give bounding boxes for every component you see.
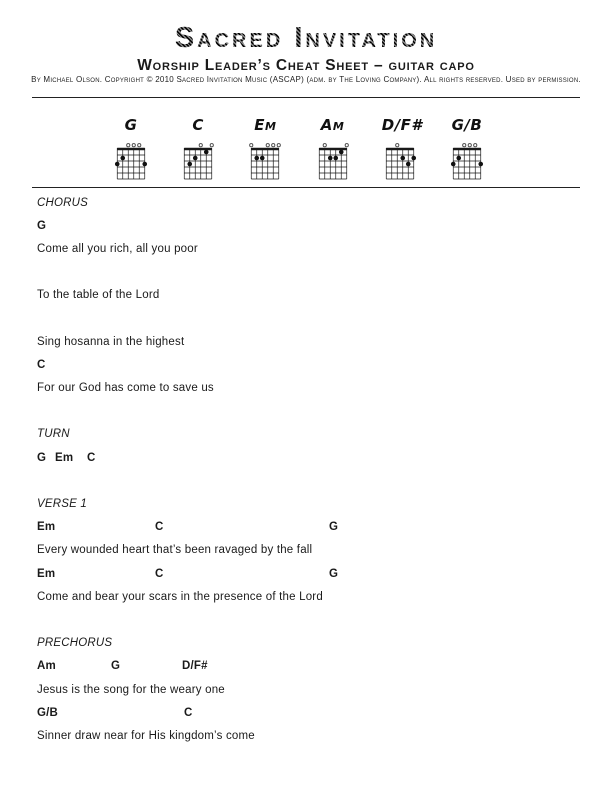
chord-line (37, 701, 612, 724)
section-heading-text: VERSE 1 (37, 498, 87, 511)
chord-symbol: G (37, 219, 47, 232)
section-heading-text: PRECHORUS (37, 637, 113, 650)
chord-symbol: G (329, 521, 339, 534)
spacer-line (37, 307, 612, 330)
chord-grid-icon (383, 142, 417, 182)
lyric-line (37, 678, 612, 701)
chord-diagram (113, 106, 149, 182)
page-subtitle: Worship Leader’s Cheat Sheet – guitar capo (137, 57, 475, 74)
chord-symbol: G/B (37, 706, 59, 719)
lyric-text: Jesus is the song for the weary one (37, 683, 225, 696)
chord-diagram (247, 106, 283, 182)
chord-name-label: Am (320, 116, 345, 134)
lyric-line (37, 330, 612, 353)
chord-name-label: D/F# (381, 116, 423, 134)
copyright-credit: By Michael Olson. Copyright © 2010 Sacred Invitation Music (ASCAP) (adm. by The Loving Company). All rights reserved. Used by permission. (31, 75, 581, 84)
chord-grid-icon (450, 142, 484, 182)
section-heading-text: CHORUS (37, 196, 89, 209)
section-heading (37, 423, 612, 446)
chord-grid-icon (316, 142, 350, 182)
chord-symbol: Em (55, 451, 74, 464)
chord-name-label: C (192, 116, 204, 134)
spacer-line (37, 400, 612, 423)
page-title: Sacred Invitation (0, 24, 612, 53)
lyric-text: Come and bear your scars in the presence of the Lord (37, 590, 323, 603)
chord-grid-icon (248, 142, 282, 182)
section-heading-text: TURN (37, 428, 70, 441)
chord-diagram-row (113, 106, 485, 182)
chord-grid-icon (114, 142, 148, 182)
chord-line (37, 562, 612, 585)
lyric-text: Sing hosanna in the highest (37, 335, 185, 348)
lyric-line (37, 539, 612, 562)
song-body (0, 191, 612, 748)
chord-symbol: C (155, 521, 164, 534)
chord-diagram (180, 106, 216, 182)
section-heading (37, 492, 612, 515)
spacer-line (37, 608, 612, 631)
chord-symbol: C (184, 706, 193, 719)
chord-line (37, 655, 612, 678)
lyric-text: To the table of the Lord (37, 289, 160, 302)
lyric-line (37, 724, 612, 747)
lyric-text: Sinner draw near for His kingdom’s come (37, 729, 255, 742)
lyric-text: Come all you rich, all you poor (37, 242, 198, 255)
spacer-line (37, 261, 612, 284)
chord-symbol: D/F# (182, 660, 208, 673)
chord-line (37, 353, 612, 376)
chord-symbol: G (329, 567, 339, 580)
lyric-line (37, 237, 612, 260)
chord-diagram (381, 106, 423, 182)
lyric-text: For our God has come to save us (37, 382, 214, 395)
chord-diagram (449, 106, 485, 182)
chord-symbol: C (155, 567, 164, 580)
chord-symbol: Em (37, 521, 56, 534)
chord-symbol: C (87, 451, 96, 464)
section-heading (37, 632, 612, 655)
chord-grid-icon (181, 142, 215, 182)
chord-symbol: Am (37, 660, 56, 673)
lyric-text: Every wounded heart that’s been ravaged by the fall (37, 544, 313, 557)
chord-line (37, 214, 612, 237)
chord-line (37, 516, 612, 539)
header-divider (32, 97, 580, 98)
chord-symbol: G (111, 660, 121, 673)
lyric-line (37, 284, 612, 307)
lyric-line (37, 585, 612, 608)
chord-symbol: Em (37, 567, 56, 580)
lyric-line (37, 377, 612, 400)
chord-name-label: G/B (451, 116, 483, 134)
chord-symbol: G (37, 451, 47, 464)
chord-name-label: Em (254, 116, 277, 134)
chord-name-label: G (124, 116, 138, 134)
chord-symbol: C (37, 358, 46, 371)
section-heading (37, 191, 612, 214)
chord-line (37, 446, 612, 469)
spacer-line (37, 469, 612, 492)
chords-divider (32, 187, 580, 188)
chord-diagram (315, 106, 351, 182)
